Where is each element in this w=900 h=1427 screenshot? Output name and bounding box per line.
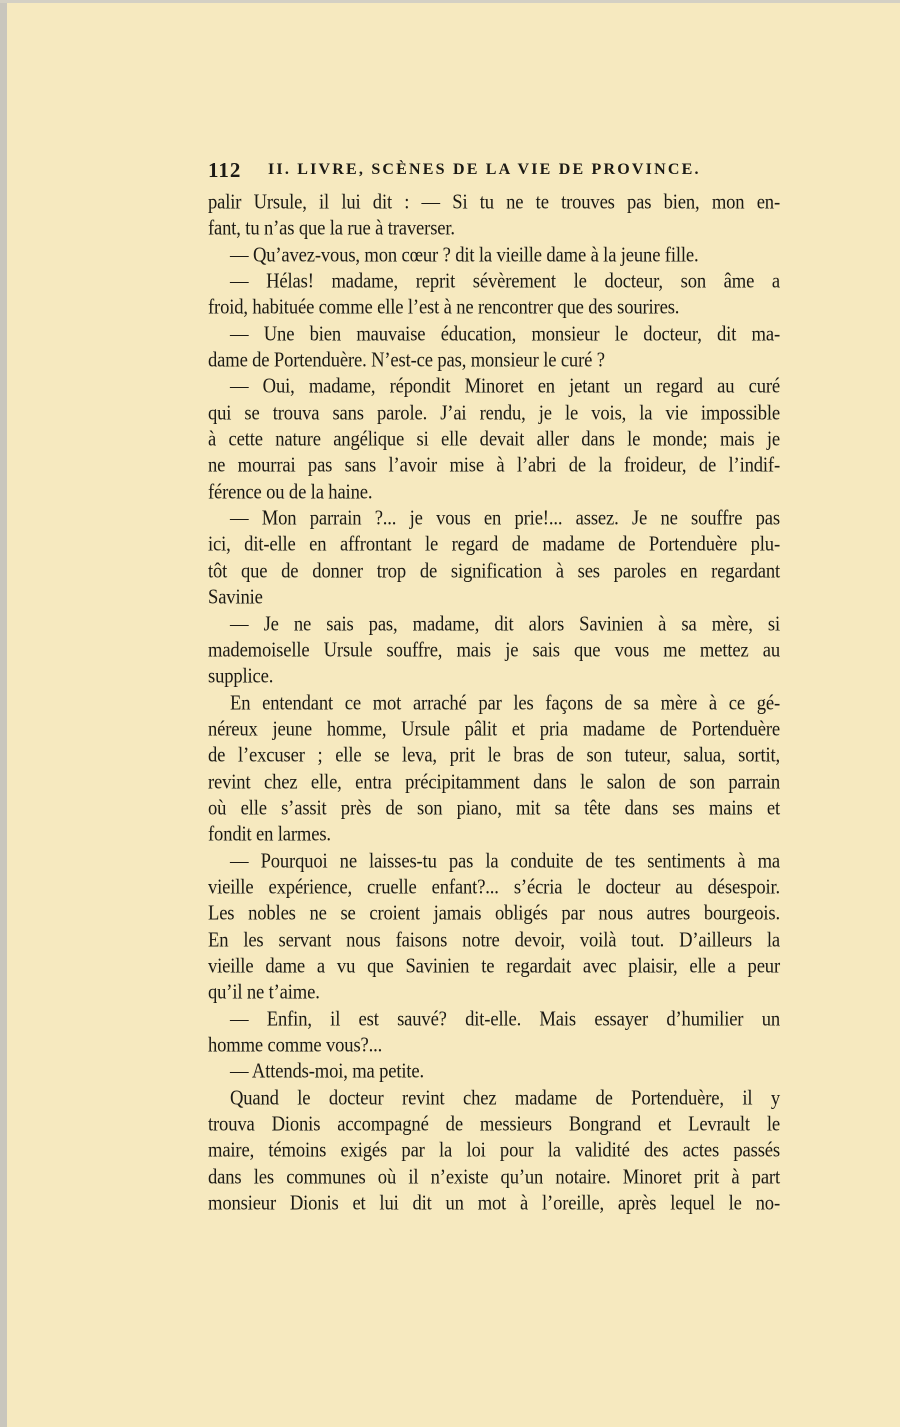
text-line: maire, témoins exigés par la loi pour la validité des actes passés — [208, 1139, 780, 1163]
text-line: ne mourrai pas sans l’avoir mise à l’abri de la froideur, de l’indif- — [208, 454, 780, 478]
text-line: Savinie — [208, 585, 263, 610]
text-line: férence ou de la haine. — [208, 480, 373, 504]
text-line: homme comme vous?... — [208, 1033, 383, 1058]
page-body — [208, 190, 780, 1217]
text-line: de l’excuser ; elle se leva, prit le bras de son tuteur, salua, sortit, — [208, 743, 780, 768]
text-line: — Je ne sais pas, madame, dit alors Savinien à sa mère, si — [230, 612, 780, 636]
text-line: Quand le docteur revint chez madame de Portenduère, il y — [230, 1086, 780, 1110]
text-line: — Attends-moi, ma petite. — [230, 1060, 425, 1084]
text-line: vieille dame a vu que Savinien te regardait avec plaisir, elle a peur — [208, 954, 780, 979]
text-line: En les servant nous faisons notre devoir, voilà tout. D’ailleurs la — [208, 928, 780, 952]
text-line: dans les communes où il n’existe qu’un notaire. Minoret prit à part — [208, 1165, 780, 1189]
text-line: à cette nature angélique si elle devait aller dans le monde; mais je — [208, 427, 780, 452]
text-line: dame de Portenduère. N’est-ce pas, monsieur le curé ? — [208, 348, 605, 373]
text-line: Les nobles ne se croient jamais obligés par nous autres bourgeois. — [208, 901, 780, 926]
running-title: II. LIVRE, SCÈNES DE LA VIE DE PROVINCE. — [268, 161, 701, 178]
text-line: fant, tu n’as que la rue à traverser. — [208, 217, 455, 241]
text-line: tôt que de donner trop de signification à ses paroles en regardant — [208, 559, 780, 583]
text-line: palir Ursule, il lui dit : — Si tu ne te trouves pas bien, mon en- — [208, 190, 780, 215]
text-line: qui se trouva sans parole. J’ai rendu, je le vois, la vie impossible — [208, 401, 780, 425]
text-line: néreux jeune homme, Ursule pâlit et pria madame de Portenduère — [208, 717, 780, 742]
page-number: 112 — [208, 158, 242, 182]
text-line: — Qu’avez-vous, mon cœur ? dit la vieille dame à la jeune fille. — [230, 243, 699, 267]
text-line: où elle s’assit près de son piano, mit sa tête dans ses mains et — [208, 796, 780, 821]
text-line: revint chez elle, entra précipitamment dans le salon de son parrain — [208, 770, 780, 794]
text-line: supplice. — [208, 664, 274, 689]
text-line: fondit en larmes. — [208, 822, 331, 847]
text-line: En entendant ce mot arraché par les façons de sa mère à ce gé- — [230, 691, 780, 715]
text-line: mademoiselle Ursule souffre, mais je sais que vous me mettez au — [208, 638, 780, 663]
text-line: — Enfin, il est sauvé? dit-elle. Mais essayer d’humilier un — [230, 1007, 780, 1031]
scan-edge-left — [0, 0, 7, 1427]
text-line: ici, dit-elle en affrontant le regard de madame de Portenduère plu- — [208, 533, 780, 557]
text-line: vieille expérience, cruelle enfant?... s’écria le docteur au désespoir. — [208, 875, 780, 900]
text-line: — Mon parrain ?... je vous en prie!... assez. Je ne souffre pas — [230, 506, 780, 531]
text-line: qu’il ne t’aime. — [208, 980, 320, 1005]
text-line: froid, habituée comme elle l’est à ne rencontrer que des sourires. — [208, 296, 680, 320]
scan-edge-top — [0, 0, 900, 3]
text-line: trouva Dionis accompagné de messieurs Bongrand et Levrault le — [208, 1112, 780, 1137]
text-line: — Une bien mauvaise éducation, monsieur le docteur, dit ma- — [230, 322, 780, 346]
page-header — [208, 158, 780, 184]
text-line: — Pourquoi ne laisses-tu pas la conduite de tes sentiments à ma — [230, 849, 780, 873]
text-line: monsieur Dionis et lui dit un mot à l’oreille, après lequel le no- — [208, 1191, 780, 1216]
text-line: — Hélas! madame, reprit sévèrement le docteur, son âme a — [230, 269, 780, 294]
text-line: — Oui, madame, répondit Minoret en jetant un regard au curé — [230, 375, 780, 399]
